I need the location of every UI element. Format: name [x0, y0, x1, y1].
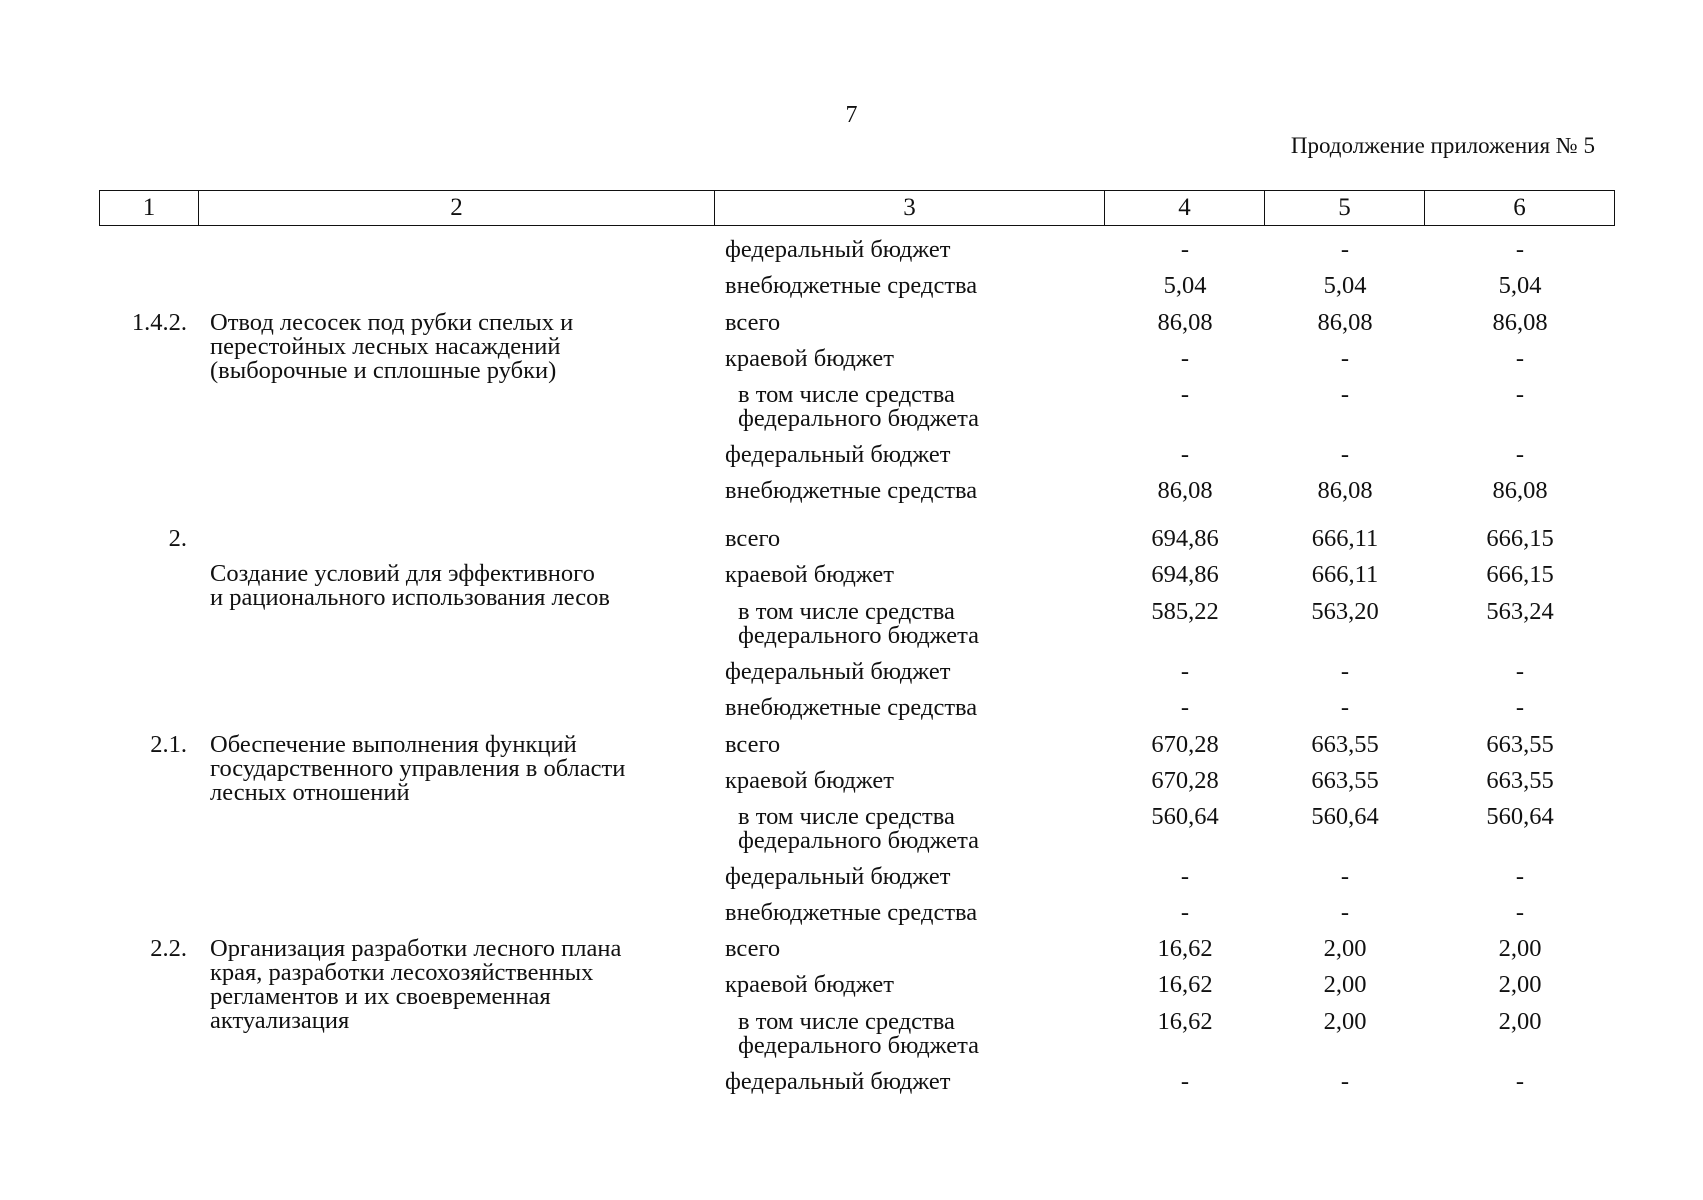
- value-cell-v5: 666,11: [1311, 561, 1379, 588]
- value-cell-v5: 563,20: [1311, 598, 1379, 625]
- value-cell-v5: -: [1340, 441, 1350, 468]
- value-cell-v4: 16,62: [1157, 971, 1213, 998]
- funding-source: федеральный бюджет: [725, 441, 951, 468]
- value-cell-v4: -: [1180, 236, 1190, 263]
- value-cell-v5: 2,00: [1323, 971, 1367, 998]
- funding-source: федеральный бюджет: [725, 1068, 951, 1095]
- column-header-table: [99, 190, 1615, 226]
- value-cell-v4: -: [1180, 658, 1190, 685]
- funding-source: внебюджетные средства: [725, 899, 978, 926]
- value-cell-v6: -: [1515, 658, 1525, 685]
- funding-source: внебюджетные средства: [725, 272, 978, 299]
- funding-source: краевой бюджет: [725, 345, 894, 372]
- value-cell-v6: -: [1515, 899, 1525, 926]
- value-cell-v4: 560,64: [1151, 803, 1219, 830]
- value-cell-v5: -: [1340, 863, 1350, 890]
- page-number: 7: [845, 102, 858, 128]
- funding-source: всего: [725, 525, 781, 552]
- column-header-3: 3: [715, 191, 1105, 226]
- funding-source: всего: [725, 731, 781, 758]
- value-cell-v6: 86,08: [1492, 477, 1548, 504]
- value-cell-v5: -: [1340, 345, 1350, 372]
- value-cell-v5: -: [1340, 658, 1350, 685]
- value-cell-v5: -: [1340, 1068, 1350, 1095]
- column-header-5: 5: [1265, 191, 1425, 226]
- value-cell-v5: 666,11: [1311, 525, 1379, 552]
- column-header-6: 6: [1425, 191, 1615, 226]
- row-number: 2.2.: [150, 935, 187, 962]
- value-cell-v5: 5,04: [1323, 272, 1367, 299]
- value-cell-v4: 86,08: [1157, 477, 1213, 504]
- value-cell-v4: 5,04: [1163, 272, 1207, 299]
- value-cell-v5: 663,55: [1311, 731, 1379, 758]
- value-cell-v4: 585,22: [1151, 598, 1219, 625]
- column-header-2: 2: [199, 191, 715, 226]
- value-cell-v6: 2,00: [1498, 935, 1542, 962]
- value-cell-v4: 86,08: [1157, 309, 1213, 336]
- value-cell-v6: 666,15: [1486, 561, 1554, 588]
- value-cell-v5: 560,64: [1311, 803, 1379, 830]
- funding-source: в том числе средства федерального бюджета: [738, 598, 980, 649]
- value-cell-v4: -: [1180, 694, 1190, 721]
- column-header-4: 4: [1105, 191, 1265, 226]
- funding-source: в том числе средства федерального бюджета: [738, 803, 980, 854]
- value-cell-v6: -: [1515, 381, 1525, 408]
- value-cell-v4: 670,28: [1151, 767, 1219, 794]
- value-cell-v4: -: [1180, 1068, 1190, 1095]
- value-cell-v6: -: [1515, 441, 1525, 468]
- value-cell-v6: -: [1515, 863, 1525, 890]
- value-cell-v5: 2,00: [1323, 935, 1367, 962]
- continuation-note: Продолжение приложения № 5: [1290, 133, 1595, 158]
- value-cell-v6: 663,55: [1486, 767, 1554, 794]
- value-cell-v4: 16,62: [1157, 1008, 1213, 1035]
- value-cell-v4: 694,86: [1151, 561, 1219, 588]
- value-cell-v4: -: [1180, 441, 1190, 468]
- value-cell-v6: -: [1515, 236, 1525, 263]
- funding-source: всего: [725, 309, 781, 336]
- value-cell-v6: 86,08: [1492, 309, 1548, 336]
- value-cell-v5: 2,00: [1323, 1008, 1367, 1035]
- funding-source: внебюджетные средства: [725, 477, 978, 504]
- value-cell-v5: -: [1340, 899, 1350, 926]
- value-cell-v4: -: [1180, 381, 1190, 408]
- row-name: Организация разработки лесного плана края, разработки лесохозяйственных регламентов и их своевременная актуализация: [210, 935, 622, 1034]
- value-cell-v4: -: [1180, 345, 1190, 372]
- value-cell-v5: 663,55: [1311, 767, 1379, 794]
- value-cell-v6: 663,55: [1486, 731, 1554, 758]
- value-cell-v5: -: [1340, 694, 1350, 721]
- value-cell-v6: 2,00: [1498, 971, 1542, 998]
- funding-source: всего: [725, 935, 781, 962]
- funding-source: в том числе средства федерального бюджета: [738, 1008, 980, 1059]
- value-cell-v4: 16,62: [1157, 935, 1213, 962]
- value-cell-v6: 666,15: [1486, 525, 1554, 552]
- value-cell-v4: -: [1180, 863, 1190, 890]
- funding-source: федеральный бюджет: [725, 863, 951, 890]
- value-cell-v6: 2,00: [1498, 1008, 1542, 1035]
- value-cell-v6: 563,24: [1486, 598, 1554, 625]
- funding-source: федеральный бюджет: [725, 658, 951, 685]
- column-header-1: 1: [100, 191, 199, 226]
- value-cell-v5: 86,08: [1317, 309, 1373, 336]
- funding-source: федеральный бюджет: [725, 236, 951, 263]
- funding-source: внебюджетные средства: [725, 694, 978, 721]
- row-name: Отвод лесосек под рубки спелых и перестойных лесных насаждений (выборочные и сплошные рубки): [210, 309, 574, 384]
- value-cell-v4: 670,28: [1151, 731, 1219, 758]
- value-cell-v5: -: [1340, 236, 1350, 263]
- row-number: 1.4.2.: [131, 309, 187, 336]
- funding-source: краевой бюджет: [725, 767, 894, 794]
- funding-source: краевой бюджет: [725, 971, 894, 998]
- value-cell-v6: 560,64: [1486, 803, 1554, 830]
- row-number: 2.1.: [150, 731, 187, 758]
- value-cell-v6: -: [1515, 1068, 1525, 1095]
- value-cell-v6: -: [1515, 694, 1525, 721]
- row-number: 2.: [168, 525, 187, 552]
- funding-source: краевой бюджет: [725, 561, 894, 588]
- value-cell-v5: 86,08: [1317, 477, 1373, 504]
- row-name: Обеспечение выполнения функций государственного управления в области лесных отношений: [210, 731, 626, 806]
- value-cell-v4: 694,86: [1151, 525, 1219, 552]
- value-cell-v5: -: [1340, 381, 1350, 408]
- row-name: Создание условий для эффективного и рационального использования лесов: [210, 560, 610, 611]
- column-header-row: [100, 191, 1615, 226]
- funding-source: в том числе средства федерального бюджета: [738, 381, 980, 432]
- value-cell-v6: -: [1515, 345, 1525, 372]
- value-cell-v6: 5,04: [1498, 272, 1542, 299]
- value-cell-v4: -: [1180, 899, 1190, 926]
